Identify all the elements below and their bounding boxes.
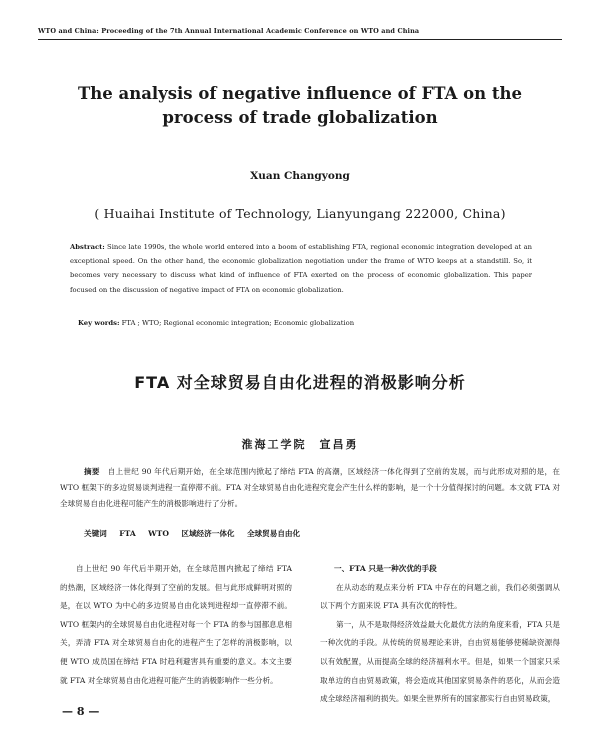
- english-author: Xuan Changyong: [250, 170, 350, 182]
- body-left-column: 自上世纪 90 年代后半期开始，在全球范围内掀起了缔结 FTA 的热潮，区域经济一体化得到了空前的发展。但与此形成鲜明对照的是，在以 WTO 为中心的多边贸易自由化谈判进程却一直停滞不前。WTO 框架内的全球贸易自由化进程对每一个 FTA 的参与国都息息相关，弄清 FTA 对全球贸易自由化的进程产生了怎样的消极影响，以便 WTO 成员国在缔结 FTA 时趋利避害具有重要的意义。本文主要就 FTA 对全球贸易自由化进程可能产生的消极影响作一些分析。: [60, 564, 292, 685]
- chinese-abstract-text: 自上世纪 90 年代后期开始，在全球范围内掀起了缔结 FTA 的高潮，区域经济一体化得到了空前的发展，而与此形成对照的是，在 WTO 框架下的多边贸易谈判进程一直停滞不前。FTA 对全球贸易自由化进程究竟会产生什么样的影响，是一个十分值得探讨的问题。本文就 FTA 对全球贸易自由化进程可能产生的消极影响进行了分析。: [60, 467, 560, 509]
- english-keywords-label: Key words:: [78, 319, 120, 327]
- chinese-keyword: 全球贸易自由化: [246, 529, 301, 538]
- english-affiliation: ( Huaihai Institute of Technology, Lianyungang 222000, China): [94, 206, 506, 221]
- chinese-keywords-label: 关键词: [84, 529, 107, 538]
- section-heading: 一、FTA 只是一种次优的手段: [334, 564, 437, 573]
- body-right-column: [320, 560, 560, 709]
- header-rule: [38, 39, 562, 40]
- running-header: WTO and China: Proceeding of the 7th Annual International Academic Conference on WTO and China: [38, 27, 420, 35]
- english-title: The analysis of negative influence of FTA on the process of trade globalization: [77, 84, 523, 127]
- body-paragraph: 在从动态的观点来分析 FTA 中存在的问题之前，我们必须强调从以下两个方面来说 FTA 具有次优的特性。: [320, 582, 560, 611]
- chinese-keyword: WTO: [148, 529, 169, 538]
- chinese-keyword: FTA: [119, 529, 136, 538]
- chinese-keyword: 区域经济一体化: [181, 529, 235, 538]
- english-abstract-text: Since late 1990s, the whole world entered into a boom of establishing FTA, regional economic integration developed at an exceptional speed. On the other hand, the economic globalization negotiation under the frame of WTO keeps at a standstill. So, it becomes very necessary to discuss what kind of influence of FTA exerted on the process of economic globalization. This paper focused on the discussion of negative impact of FTA on economic globalization.: [70, 243, 532, 294]
- chinese-keywords: [60, 528, 540, 540]
- chinese-abstract-label: 摘要: [84, 467, 100, 476]
- english-keywords: [78, 317, 538, 329]
- page-number: — 8 —: [62, 705, 100, 718]
- chinese-abstract: [60, 464, 560, 513]
- english-keywords-text: FTA ; WTO; Regional economic integration; Economic globalization: [119, 319, 355, 327]
- chinese-title: FTA 对全球贸易自由化进程的消极影响分析: [134, 373, 466, 392]
- chinese-author: 淮海工学院 宣昌勇: [241, 438, 359, 451]
- english-abstract-label: Abstract:: [70, 243, 105, 251]
- body-paragraph: 第一，从不是取得经济效益最大化最优方法的角度来看，FTA 只是一种次优的手段。从传统的贸易理论来讲，自由贸易能够使稀缺资源得以有效配置，从而提高全球的经济福利水平。但是，如果一个国家只采取单边的自由贸易政策，将会造成其他国家贸易条件的恶化，从而会造成全球经济福利的损失。如果全世界所有的国家都实行自由贸易政策，: [320, 619, 560, 704]
- english-abstract: [70, 240, 532, 297]
